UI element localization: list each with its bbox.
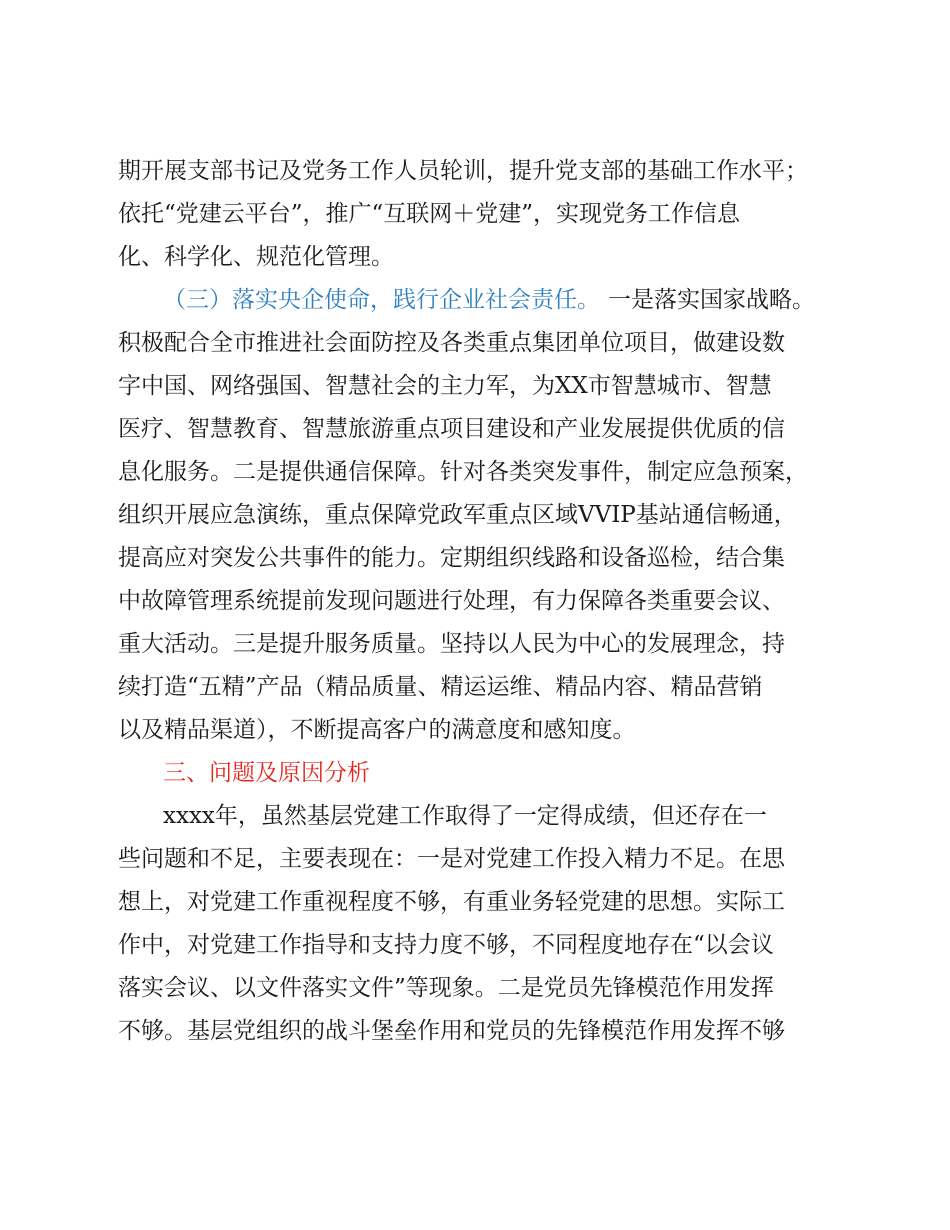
text-line-7: 息化服务。二是提供通信保障。针对各类突发事件，制定应急预案， [118,459,808,485]
subheading-title: （三）落实央企使命，践行企业社会责任。 [163,287,600,313]
paragraph-line [0,666,950,709]
text-line-15: 些问题和不足，主要表现在：一是对党建工作投入精力不足。在思 [118,846,785,872]
paragraph-line [0,236,950,279]
paragraph-line [0,322,950,365]
text-line-18: 落实会议、以文件落实文件”等现象。二是党员先锋模范作用发挥 [118,975,774,1001]
paragraph-line [0,451,950,494]
paragraph-line [0,623,950,666]
paragraph-line [0,924,950,967]
paragraph-line [0,795,950,838]
text-line-5: 字中国、网络强国、智慧社会的主力军，为XX市智慧城市、智慧 [118,373,772,399]
paragraph-line [0,881,950,924]
text-line-6: 医疗、智慧教育、智慧旅游重点项目建设和产业发展提供优质的信 [118,416,785,442]
paragraph-line [0,1010,950,1053]
text-line-2: 依托“党建云平台”，推广“互联网＋党建”，实现党务工作信息 [118,201,741,227]
text-line-13: 以及精品渠道），不断提高客户的满意度和感知度。 [118,717,636,743]
paragraph-line [0,838,950,881]
paragraph-line [0,193,950,236]
text-line-10: 中故障管理系统提前发现问题进行处理，有力保障各类重要会议、 [118,588,785,614]
text-line-14: xxxx年，虽然基层党建工作取得了一定得成绩，但还存在一 [163,803,767,829]
paragraph-line [0,365,950,408]
subheading-text: 一是落实国家战略。 [608,287,815,313]
text-line-9: 提高应对突发公共事件的能力。定期组织线路和设备巡检，结合集 [118,545,785,571]
paragraph-line [0,967,950,1010]
text-line-16: 想上，对党建工作重视程度不够，有重业务轻党建的思想。实际工 [118,889,785,915]
paragraph-line [0,494,950,537]
text-line-4: 积极配合全市推进社会面防控及各类重点集团单位项目，做建设数 [118,330,785,356]
text-line-19: 不够。基层党组织的战斗堡垒作用和党员的先锋模范作用发挥不够 [118,1018,785,1044]
section-heading: 三、问题及原因分析 [163,760,370,786]
paragraph-line [0,537,950,580]
text-line-17: 作中，对党建工作指导和支持力度不够，不同程度地存在“以会议 [118,932,774,958]
text-line-12: 续打造“五精”产品（精品质量、精运运维、精品内容、精品营销 [118,674,763,700]
text-line-1: 期开展支部书记及党务工作人员轮训，提升党支部的基础工作水平； [118,158,808,184]
section-heading-line [0,752,950,795]
text-line-11: 重大活动。三是提升服务质量。坚持以人民为中心的发展理念，持 [118,631,785,657]
subheading-line [0,279,950,322]
paragraph-line [0,580,950,623]
text-line-8: 组织开展应急演练，重点保障党政军重点区域VVIP基站通信畅通， [118,502,797,528]
paragraph-line [0,709,950,752]
text-line-3: 化、科学化、规范化管理。 [118,244,394,270]
paragraph-line [0,150,950,193]
paragraph-line [0,408,950,451]
